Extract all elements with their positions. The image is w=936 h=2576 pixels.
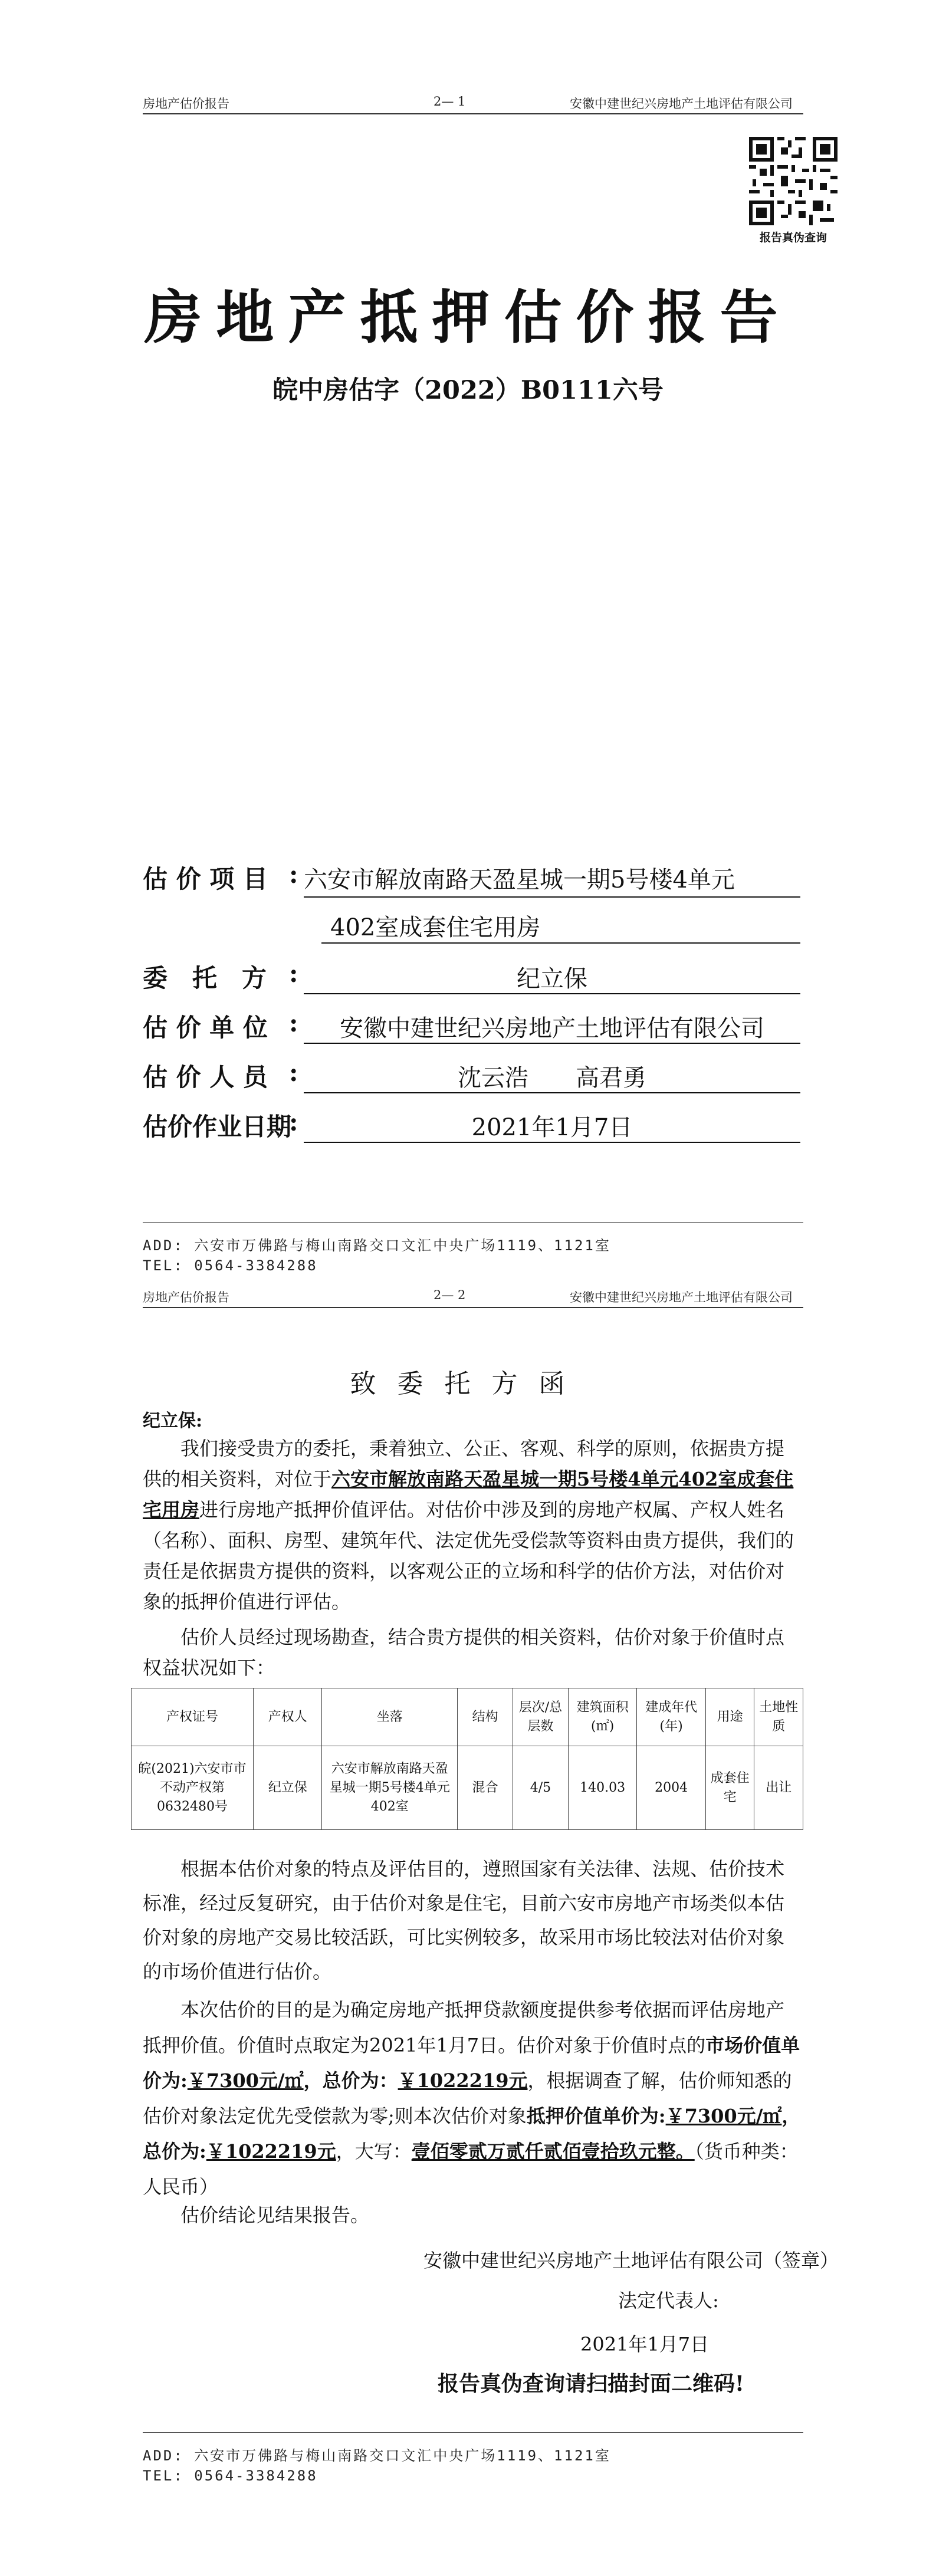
table-header-row <box>132 1688 803 1746</box>
table-cell: 成套住宅 <box>705 1746 754 1830</box>
page2-footer-tel: TEL: 0564-3384288 <box>143 2467 318 2484</box>
table-header-cell: 产权人 <box>253 1688 322 1746</box>
letter-paragraph-4 <box>143 1992 802 2204</box>
p4-mortgage-total-price: ￥1022219元 <box>206 2140 336 2163</box>
field-label-project: 估 价 项 目 <box>143 865 268 893</box>
table-cell: 出让 <box>754 1746 803 1830</box>
letter-salutation: 纪立保: <box>143 1411 203 1431</box>
page1-header-right: 安徽中建世纪兴房地产土地评估有限公司 <box>570 97 793 111</box>
table-header-cell: 土地性质 <box>754 1688 803 1746</box>
letter-paragraph-1 <box>143 1433 802 1617</box>
page2-header-right: 安徽中建世纪兴房地产土地评估有限公司 <box>570 1290 793 1305</box>
p4-amount-in-words: 壹佰零贰万贰仟贰佰壹拾玖元整。 <box>411 2140 695 2163</box>
field-colon: : <box>289 959 298 988</box>
field-value-work-date: 2021年1月7日 <box>471 1114 633 1141</box>
field-underline <box>304 896 800 898</box>
letter-title: 致委托方函 <box>350 1369 586 1399</box>
page2-header-left: 房地产估价报告 <box>143 1290 229 1305</box>
field-value-project-line1: 六安市解放南路天盈星城一期5号楼4单元 <box>304 866 735 893</box>
p4-mortgage-unit-label: 抵押价值单价为: <box>526 2105 666 2127</box>
table-row <box>132 1746 803 1830</box>
table-header-cell: 坐落 <box>322 1688 458 1746</box>
table-header-cell: 建筑面积(㎡) <box>568 1688 637 1746</box>
field-label-work-date: 估价作业日期 <box>143 1112 292 1141</box>
signature-legal-rep: 法定代表人: <box>618 2289 719 2312</box>
field-colon: : <box>289 860 298 889</box>
p4-market-unit-price: ￥7300元/㎡ <box>187 2069 304 2092</box>
table-cell: 六安市解放南路天盈星城一期5号楼4单元402室 <box>322 1746 458 1830</box>
page1-footer-rule <box>143 1222 803 1223</box>
table-header-cell: 用途 <box>705 1688 754 1746</box>
page1-footer-tel: TEL: 0564-3384288 <box>143 1257 318 1274</box>
table-header-cell: 结构 <box>458 1688 513 1746</box>
page1-footer-address: ADD: 六安市万佛路与梅山南路交口文汇中央广场1119、1121室 <box>143 1237 611 1254</box>
page1-header-rule <box>143 113 803 114</box>
p4-text-c: ，根据调查了解，估价师知悉的估价对象法定优先受偿款为零;则本次估价对象 <box>143 2069 792 2127</box>
field-colon: : <box>289 1008 298 1037</box>
p4-market-unit-label: 市场价值单价为: <box>143 2034 800 2092</box>
p2-text: 估价人员经过现场勘查，结合贵方提供的相关资料，估价对象于价值时点权益状况如下： <box>143 1626 785 1679</box>
p1-property-address: 六安市解放南路天盈星城一期5号楼4单元402室成套住宅用房 <box>143 1468 794 1521</box>
p1-text-a: 我们接受贵方的委托，秉着独立、公正、客观、科学的原则，依据贵方提供的相关资料，对位于 <box>143 1437 785 1490</box>
page1-header-page: 2— 1 <box>433 94 466 109</box>
field-colon: : <box>289 1108 298 1136</box>
signature-date: 2021年1月7日 <box>580 2333 710 2355</box>
qr-caption: 报告真伪查询 <box>759 231 827 244</box>
authenticity-notice: 报告真伪查询请扫描封面二维码! <box>438 2371 744 2396</box>
page2-footer-rule <box>143 2432 803 2433</box>
field-label-appraiser-firm: 估 价 单 位 <box>143 1013 268 1042</box>
table-cell: 纪立保 <box>253 1746 322 1830</box>
letter-paragraph-3 <box>143 1852 802 1989</box>
report-title: 房地产抵押估价报告 <box>144 284 792 351</box>
field-underline <box>321 942 800 944</box>
page2-header-rule <box>143 1307 803 1308</box>
page2-footer-address: ADD: 六安市万佛路与梅山南路交口文汇中央广场1119、1121室 <box>143 2447 611 2464</box>
field-underline <box>304 1092 800 1093</box>
field-value-project-line2: 402室成套住宅用房 <box>330 914 541 941</box>
p4-text-d: ，大写： <box>336 2140 412 2163</box>
field-underline <box>304 1043 800 1044</box>
field-value-client: 纪立保 <box>517 965 587 993</box>
property-info-table <box>131 1688 803 1830</box>
p3-text: 根据本估价对象的特点及评估目的，遵照国家有关法律、法规、估价技术标准，经过反复研究，由于估价对象是住宅，目前六安市房地产市场类似本估价对象的房地产交易比较活跃，可比实例较多，故采用市场比较法对估价对象的市场价值进行估价。 <box>143 1858 785 1983</box>
p4-market-total-label: ，总价为： <box>303 2069 398 2092</box>
p4-mortgage-unit-price: ￥7300元/㎡ <box>665 2105 782 2127</box>
table-cell: 2004 <box>637 1746 706 1830</box>
p4-currency-note: （货币种类：人民币） <box>143 2140 799 2198</box>
letter-paragraph-2 <box>143 1622 802 1683</box>
table-header-cell: 建成年代(年) <box>637 1688 706 1746</box>
p1-text-b: 进行房地产抵押价值评估。对估价中涉及到的房地产权属、产权人姓名（名称）、面积、房型、建筑年代、法定优先受偿款等资料由贵方提供，我们的责任是依据贵方提供的资料，以客观公正的立场和科学的估价方法，对估价对象的抵押价值进行评估。 <box>143 1499 794 1613</box>
table-cell: 140.03 <box>568 1746 637 1830</box>
p4-text-a: 本次估价的目的是为确定房地产抵押贷款额度提供参考依据而评估房地产抵押价值。价值时点取定为2021年1月7日。估价对象于价值时点的 <box>143 1999 785 2056</box>
page1-header-left: 房地产估价报告 <box>143 97 229 111</box>
table-cell: 混合 <box>458 1746 513 1830</box>
page2-header-page: 2— 2 <box>433 1288 466 1302</box>
field-label-appraisers: 估 价 人 员 <box>143 1063 268 1092</box>
field-value-appraisers: 沈云浩 高君勇 <box>458 1064 646 1092</box>
qr-code-icon[interactable] <box>749 137 838 225</box>
document-number: 皖中房估字（2022）B0111六号 <box>272 376 664 405</box>
table-header-cell: 产权证号 <box>132 1688 254 1746</box>
field-value-appraiser-firm: 安徽中建世纪兴房地产土地评估有限公司 <box>340 1015 764 1042</box>
field-underline <box>304 1142 800 1143</box>
letter-paragraph-5 <box>143 2200 802 2230</box>
p4-market-total-price: ￥1022219元 <box>398 2069 528 2092</box>
field-underline <box>304 993 800 994</box>
table-cell: 4/5 <box>513 1746 568 1830</box>
table-header-cell: 层次/总层数 <box>513 1688 568 1746</box>
table-cell: 皖(2021)六安市市不动产权第0632480号 <box>132 1746 254 1830</box>
field-label-client: 委 托 方 <box>143 964 267 993</box>
field-colon: : <box>289 1058 298 1087</box>
signature-company: 安徽中建世纪兴房地产土地评估有限公司（签章） <box>423 2249 839 2272</box>
p5-text: 估价结论见结果报告。 <box>180 2204 370 2226</box>
p4-mortgage-total-label: ，总价为: <box>143 2105 801 2163</box>
